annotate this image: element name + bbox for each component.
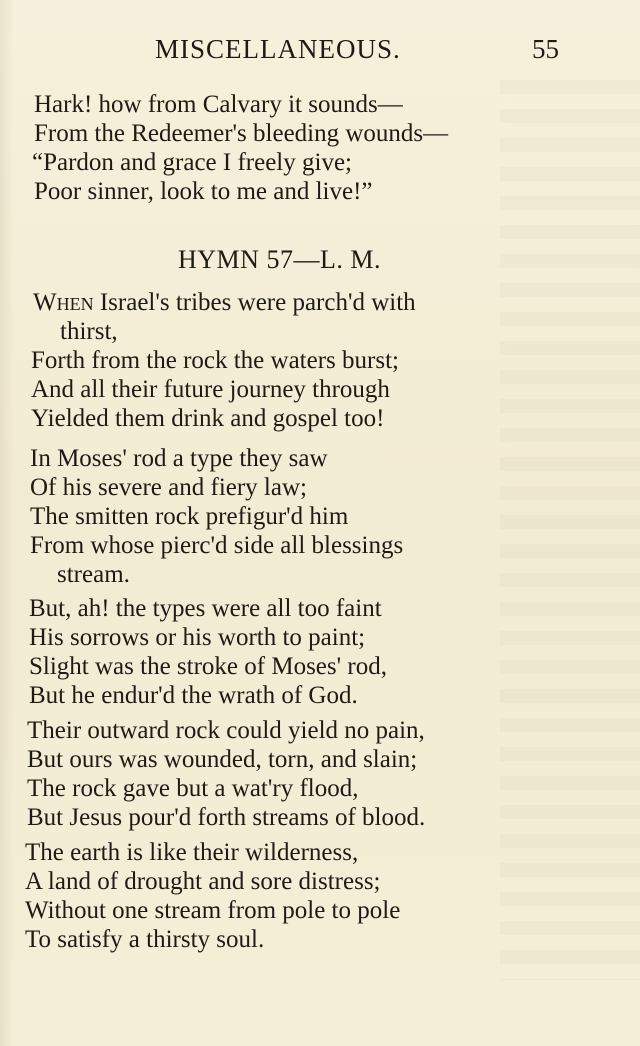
verse-line: Poor sinner, look to me and live!” (34, 178, 373, 205)
verse-line: From the Redeemer's bleeding wounds— (34, 120, 449, 147)
verse-line: His sorrows or his worth to paint; (29, 624, 366, 651)
verse-line: The earth is like their wilderness, (25, 839, 359, 866)
hymn-title: HYMN 57—L. M. (178, 245, 381, 274)
verse-line: thirst, (60, 318, 118, 345)
verse-line: But Jesus pour'd forth streams of blood. (27, 804, 426, 831)
verse-line: A land of drought and sore distress; (25, 868, 381, 895)
hymn-stanza-2 (0, 444, 640, 589)
previous-hymn-stanza (0, 90, 640, 206)
verse-line: In Moses' rod a type they saw (30, 445, 328, 472)
verse-line: Forth from the rock the waters burst; (31, 347, 399, 374)
verse-line (0, 288, 640, 317)
verse-line: Their outward rock could yield no pain, (27, 717, 425, 744)
hymn-stanza-1 (0, 288, 640, 433)
hymn-stanza-4 (0, 716, 640, 832)
verse-line: The smitten rock prefigur'd him (30, 503, 349, 530)
verse-line: And all their future journey through (31, 376, 390, 403)
verse-line: But ours was wounded, torn, and slain; (27, 746, 418, 773)
verse-line: The rock gave but a wat'ry flood, (27, 775, 359, 802)
verse-line: To satisfy a thirsty soul. (25, 926, 265, 953)
verse-line: Yielded them drink and gospel too! (31, 405, 385, 432)
verse-line-rest: Israel's tribes were parch'd with (93, 289, 416, 316)
verse-line: From whose pierc'd side all blessings (30, 532, 404, 559)
verse-line: But he endur'd the wrath of God. (29, 682, 358, 709)
running-head: MISCELLANEOUS. (155, 34, 401, 64)
first-word: When (33, 289, 94, 316)
verse-line: “Pardon and grace I freely give; (32, 149, 352, 176)
verse-line: Without one stream from pole to pole (25, 897, 401, 924)
verse-line: Of his severe and fiery law; (30, 474, 307, 501)
verse-line: stream. (57, 561, 130, 588)
verse-line: But, ah! the types were all too faint (29, 595, 382, 622)
page-number: 55 (532, 34, 559, 64)
verse-line: Slight was the stroke of Moses' rod, (29, 653, 387, 680)
hymn-stanza-3 (0, 594, 640, 710)
hymn-stanza-5 (0, 838, 640, 954)
verse-line: Hark! how from Calvary it sounds— (34, 91, 403, 118)
